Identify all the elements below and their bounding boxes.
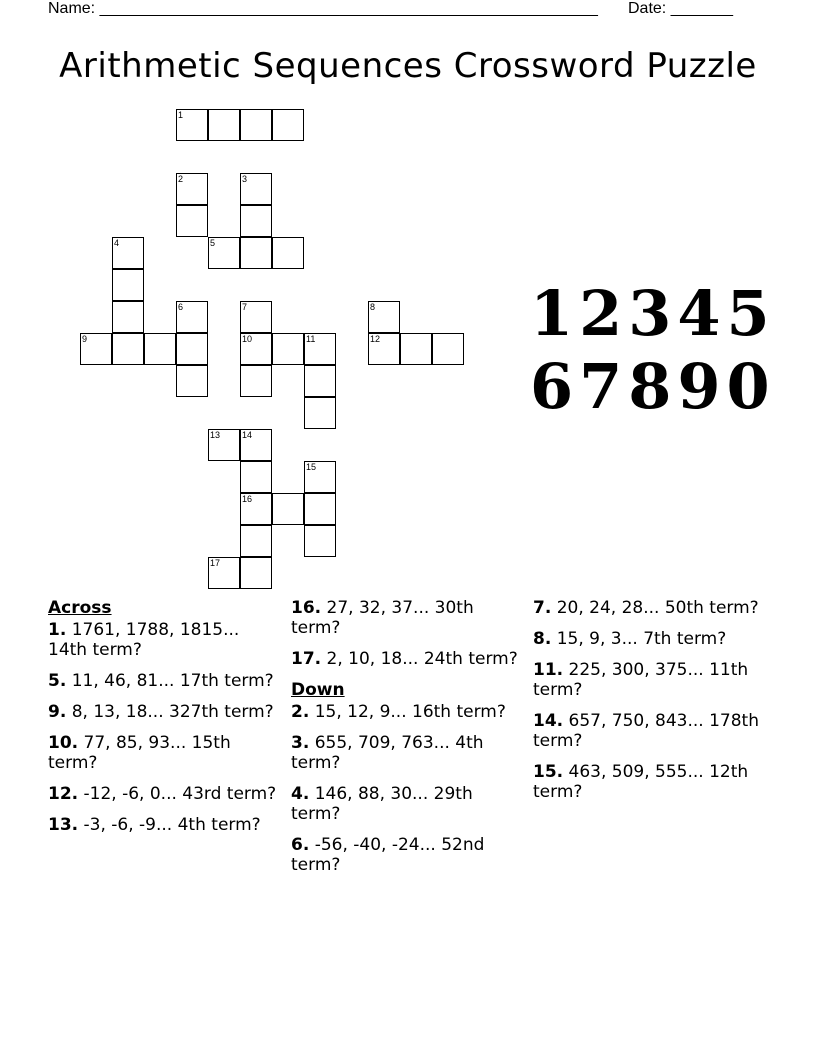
grid-cell[interactable] (240, 557, 272, 589)
clue-text: 8, 13, 18... 327th term? (71, 702, 274, 722)
cell-number: 17 (210, 558, 221, 568)
clue-text: 2, 10, 18... 24th term? (326, 649, 518, 669)
clue-number: 3. (291, 733, 310, 753)
decorative-digits-row-1: 12345 (530, 277, 776, 350)
grid-cell-13[interactable] (208, 429, 240, 461)
grid-cell-17[interactable] (208, 557, 240, 589)
cell-number: 16 (242, 494, 253, 504)
clue-number: 7. (533, 598, 552, 618)
clue-item (533, 598, 768, 618)
grid-cell-11[interactable] (304, 333, 336, 365)
clue-item (48, 784, 283, 804)
grid-cell[interactable] (272, 109, 304, 141)
clue-item (533, 629, 768, 649)
clue-item (291, 835, 526, 875)
grid-cell-4[interactable] (112, 237, 144, 269)
cell-number: 4 (114, 238, 120, 248)
clue-text: 15, 12, 9... 16th term? (314, 702, 506, 722)
clue-text: 27, 32, 37... 30th term? (291, 598, 474, 638)
grid-cell[interactable] (240, 461, 272, 493)
clue-text: -56, -40, -24... 52nd term? (291, 835, 485, 875)
clue-text: 463, 509, 555... 12th term? (533, 762, 749, 802)
cell-number: 13 (210, 430, 221, 440)
grid-cell[interactable] (272, 333, 304, 365)
grid-cell[interactable] (304, 365, 336, 397)
clue-number: 13. (48, 815, 79, 835)
grid-cell-14[interactable] (240, 429, 272, 461)
cell-number: 15 (306, 462, 317, 472)
cell-number: 14 (242, 430, 253, 440)
clue-item (48, 620, 283, 660)
page-title: Arithmetic Sequences Crossword Puzzle (59, 46, 757, 86)
clue-item (533, 762, 768, 802)
grid-cell-16[interactable] (240, 493, 272, 525)
cell-number: 2 (178, 174, 184, 184)
clue-number: 14. (533, 711, 564, 731)
grid-cell-7[interactable] (240, 301, 272, 333)
grid-cell[interactable] (240, 365, 272, 397)
grid-cell-3[interactable] (240, 173, 272, 205)
across-heading: Across (48, 598, 112, 618)
cell-number: 10 (242, 334, 253, 344)
clue-text: 225, 300, 375... 11th term? (533, 660, 749, 700)
clue-number: 11. (533, 660, 564, 680)
grid-cell[interactable] (400, 333, 432, 365)
clue-text: 657, 750, 843... 178th term? (533, 711, 759, 751)
clue-number: 6. (291, 835, 310, 855)
date-field-label: Date: _______ (628, 0, 733, 17)
clue-column-1 (48, 598, 283, 846)
clue-number: 10. (48, 733, 79, 753)
grid-cell[interactable] (304, 397, 336, 429)
grid-cell-1[interactable] (176, 109, 208, 141)
clue-item (291, 649, 526, 669)
grid-cell[interactable] (432, 333, 464, 365)
cell-number: 12 (370, 334, 381, 344)
grid-cell-2[interactable] (176, 173, 208, 205)
grid-cell-12[interactable] (368, 333, 400, 365)
clue-item (533, 711, 768, 751)
clue-column-2 (291, 598, 526, 886)
clue-text: 77, 85, 93... 15th term? (48, 733, 231, 773)
clue-item (291, 702, 526, 722)
cell-number: 5 (210, 238, 216, 248)
grid-cell[interactable] (176, 205, 208, 237)
grid-cell-5[interactable] (208, 237, 240, 269)
grid-cell[interactable] (112, 333, 144, 365)
grid-cell-15[interactable] (304, 461, 336, 493)
cell-number: 6 (178, 302, 184, 312)
grid-cell[interactable] (144, 333, 176, 365)
clue-number: 12. (48, 784, 79, 804)
grid-cell[interactable] (272, 493, 304, 525)
down-heading: Down (291, 680, 345, 700)
grid-cell[interactable] (240, 205, 272, 237)
cell-number: 11 (306, 334, 316, 344)
grid-cell[interactable] (304, 525, 336, 557)
grid-cell-8[interactable] (368, 301, 400, 333)
clue-item (291, 598, 526, 638)
clue-number: 4. (291, 784, 310, 804)
clue-number: 5. (48, 671, 67, 691)
grid-cell[interactable] (272, 237, 304, 269)
clue-item (48, 671, 283, 691)
clue-text: 11, 46, 81... 17th term? (71, 671, 274, 691)
grid-cell[interactable] (304, 493, 336, 525)
clue-number: 15. (533, 762, 564, 782)
clue-item (533, 660, 768, 700)
grid-cell[interactable] (208, 109, 240, 141)
clue-text: -3, -6, -9... 4th term? (83, 815, 261, 835)
clue-number: 16. (291, 598, 322, 618)
clue-number: 2. (291, 702, 310, 722)
clue-text: 20, 24, 28... 50th term? (556, 598, 759, 618)
clue-item (48, 815, 283, 835)
clue-column-3 (533, 598, 768, 813)
grid-cell[interactable] (240, 109, 272, 141)
cell-number: 9 (82, 334, 88, 344)
clue-item (48, 702, 283, 722)
cell-number: 8 (370, 302, 376, 312)
clue-item (291, 733, 526, 773)
grid-cell[interactable] (240, 237, 272, 269)
clue-text: 655, 709, 763... 4th term? (291, 733, 484, 773)
grid-cell[interactable] (112, 301, 144, 333)
grid-cell[interactable] (176, 333, 208, 365)
cell-number: 3 (242, 174, 248, 184)
clue-number: 1. (48, 620, 67, 640)
clue-item (291, 784, 526, 824)
grid-cell[interactable] (176, 365, 208, 397)
clue-number: 9. (48, 702, 67, 722)
clue-text: 1761, 1788, 1815... 14th term? (48, 620, 240, 660)
grid-cell[interactable] (240, 525, 272, 557)
clue-text: 146, 88, 30... 29th term? (291, 784, 473, 824)
name-field-label: Name: ________________________________________________________ (48, 0, 598, 17)
cell-number: 1 (178, 110, 184, 120)
clue-number: 17. (291, 649, 322, 669)
grid-cell-6[interactable] (176, 301, 208, 333)
clue-number: 8. (533, 629, 552, 649)
cell-number: 7 (242, 302, 248, 312)
decorative-digits-row-2: 67890 (530, 350, 776, 423)
grid-cell-10[interactable] (240, 333, 272, 365)
grid-cell[interactable] (112, 269, 144, 301)
clue-text: -12, -6, 0... 43rd term? (83, 784, 277, 804)
clue-text: 15, 9, 3... 7th term? (556, 629, 727, 649)
grid-cell-9[interactable] (80, 333, 112, 365)
clue-item (48, 733, 283, 773)
